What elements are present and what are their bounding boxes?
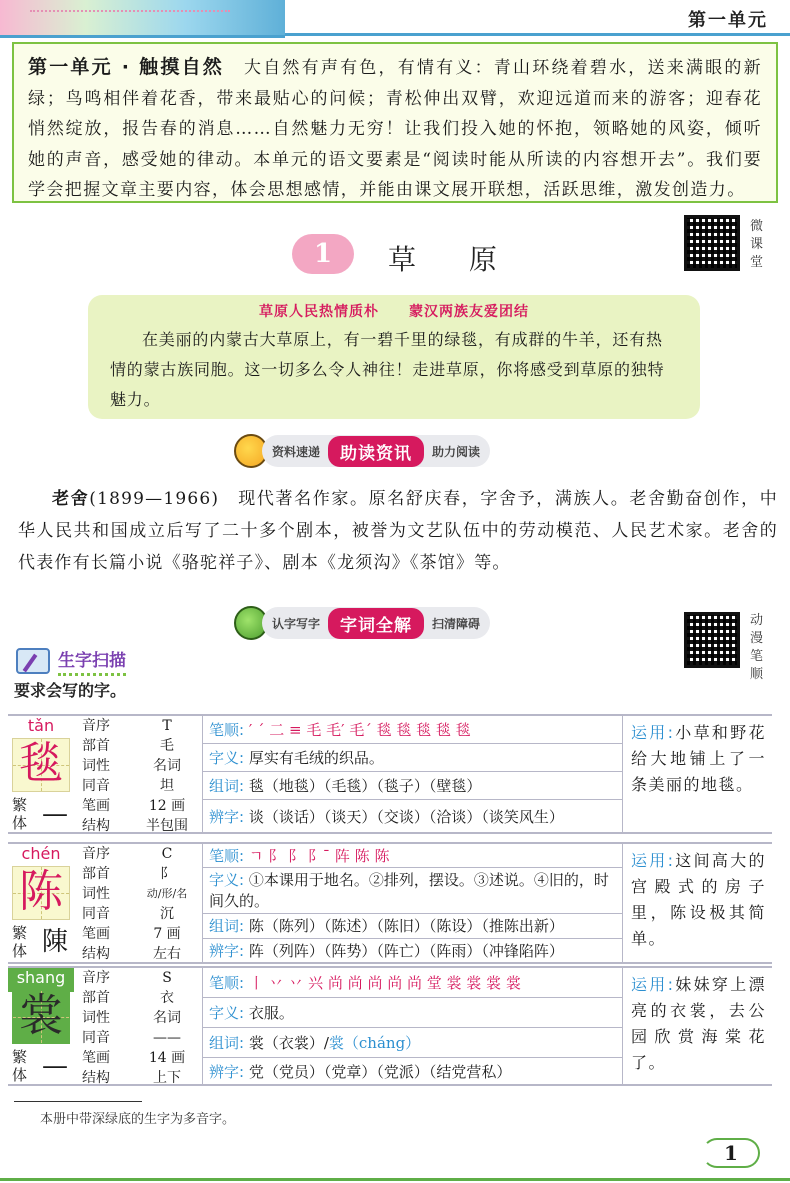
qr-code-icon[interactable] xyxy=(684,215,740,271)
pen-scan-icon xyxy=(16,648,50,674)
meaning: 厚实有毛绒的织品。 xyxy=(248,749,384,767)
polyphone-reading: 裳（cháng） xyxy=(328,1034,421,1052)
unit-intro-body: 大自然有声有色，有情有义：青山环绕着碧水，送来满眼的新绿；鸟鸣相伴着花香，带来最贴心的问候；青松伸出双臂，欢迎远道而来的游客；迎春花悄然绽放，报告春的消息……自然魅力无穷！让我们投入她的怀抱，领略她的风姿，倾听她的声音，感受她的律动。本单元的语文要素是“阅读时能从所读的内容想开去”。我们要学会把握文章主要内容，体会思想感情，并能由课文展开联想，活跃思维，激发创造力。 xyxy=(28,58,762,200)
section-title: 生字扫描 xyxy=(58,646,126,676)
radical-label: 部首 xyxy=(82,990,110,1006)
homophone-label: 同音 xyxy=(82,906,110,922)
homophone-label: 同音 xyxy=(82,778,110,794)
similar-chars: 谈（谈话）（谈天）（交谈）（洽谈）（谈笑风生） xyxy=(248,808,564,826)
radical-label: 部首 xyxy=(82,866,110,882)
section-heading xyxy=(16,646,126,676)
fanti-label: 繁体 xyxy=(12,924,28,960)
fanti-label: 繁体 xyxy=(12,1048,28,1084)
char-glyph: 裳 xyxy=(19,990,63,1041)
unit-intro-box xyxy=(12,42,778,203)
reading-info-banner xyxy=(234,434,490,468)
footnote-rule xyxy=(14,1101,142,1102)
summary-text: 在美丽的内蒙古大草原上，有一碧千里的绿毯，有成群的牛羊，还有热情的蒙古族同胞。这一切多么令人神往！走进草原，你将感受到草原的独特魅力。 xyxy=(110,330,665,409)
order-label: 音序 xyxy=(82,718,110,734)
order-label: 音序 xyxy=(82,846,110,862)
structure-value: 半包围 xyxy=(146,818,188,834)
lesson-number: 1 xyxy=(292,234,354,274)
section-subtitle: 要求会写的字。 xyxy=(14,681,127,700)
strokes-value: 14 画 xyxy=(148,1050,186,1066)
qr-code-icon[interactable] xyxy=(684,612,740,668)
order-value: T xyxy=(162,718,172,734)
order-value: C xyxy=(161,846,173,862)
char-pinyin: chén xyxy=(21,844,61,863)
radical-value: 毛 xyxy=(160,738,174,754)
strokes-label: 笔画 xyxy=(82,1050,110,1066)
fanti-value: 陳 xyxy=(41,927,68,957)
pos-value: 名词 xyxy=(153,1010,181,1026)
header-banner-image xyxy=(0,0,285,38)
structure-label: 结构 xyxy=(82,818,110,834)
bishun-label: 笔顺: xyxy=(209,721,245,739)
ziyi-label: 字义: xyxy=(209,1004,245,1022)
bishun-label: 笔顺: xyxy=(209,847,245,865)
lesson-title: 草 原 xyxy=(388,243,519,276)
lesson-summary-box xyxy=(88,295,700,419)
usage-label: 运用: xyxy=(631,975,675,994)
meaning: 衣服。 xyxy=(248,1004,294,1022)
stroke-order: ㄱ 阝 阝 阝ˉ 阵 陈 陈 xyxy=(248,847,390,865)
homophone-value: —— xyxy=(153,1030,181,1046)
homophone-value: 坦 xyxy=(160,778,174,794)
banner1-left-label: 资料速递 xyxy=(272,444,321,459)
bianzi-label: 辨字: xyxy=(209,808,245,826)
author-name: 老舍 xyxy=(52,489,90,509)
radical-label: 部首 xyxy=(82,738,110,754)
unit-label: 第一单元 xyxy=(688,10,768,31)
char-pinyin: shang xyxy=(8,968,74,992)
pos-label: 词性 xyxy=(82,758,110,774)
banner1-right-label: 助力阅读 xyxy=(432,444,481,459)
zuci-label: 组词: xyxy=(209,1034,245,1052)
bianzi-label: 辨字: xyxy=(209,1063,245,1081)
author-bio-text: (1899—1966) 现代著名作家。原名舒庆春，字舍予，满族人。老舍勤奋创作，中华人民共和国成立后写了二十多个剧本，被誉为文艺队伍中的劳动模范、人民艺术家。老舍的代表作有长篇小说《骆驼祥子》、剧本《龙须沟》《茶馆》等。 xyxy=(18,489,778,573)
bianzi-label: 辨字: xyxy=(209,942,245,960)
similar-chars: 阵（列阵）（阵势）（阵亡）（阵雨）（冲锋陷阵） xyxy=(248,942,564,960)
word-groups: 毯（地毯）（毛毯）（毯子）（壁毯） xyxy=(248,777,482,795)
order-value: S xyxy=(162,970,172,986)
page-number: 1 xyxy=(702,1138,760,1168)
char-glyph: 陈 xyxy=(19,866,63,917)
usage-label: 运用: xyxy=(631,723,675,742)
fanti-label: 繁体 xyxy=(12,796,28,832)
stroke-order: ′ ˊ 二 ≡ 毛 毛′ 毛ˊ 毯 毯 毯 毯 毯 xyxy=(248,721,471,739)
word-groups: 裳（衣裳）/ xyxy=(248,1034,329,1052)
strokes-value: 12 画 xyxy=(148,798,186,814)
radical-value: 衣 xyxy=(160,990,174,1006)
header-rule xyxy=(285,33,790,36)
ziyi-label: 字义: xyxy=(209,749,245,767)
structure-value: 上下 xyxy=(153,1070,181,1086)
char-card xyxy=(8,842,772,964)
fanti-value: — xyxy=(42,799,68,829)
summary-heading: 草原人民热情质朴 蒙汉两族友爱团结 xyxy=(259,304,529,320)
structure-label: 结构 xyxy=(82,946,110,962)
homophone-label: 同音 xyxy=(82,1030,110,1046)
unit-intro-text xyxy=(28,52,762,206)
qr-label-micro-class: 微课堂 xyxy=(750,219,764,270)
char-glyph: 毯 xyxy=(19,738,63,789)
usage-box xyxy=(622,968,772,1084)
ziyi-label: 字义: xyxy=(209,871,245,889)
radical-value: 阝 xyxy=(160,866,174,882)
char-pinyin: tǎn xyxy=(27,716,55,735)
structure-value: 左右 xyxy=(153,946,181,962)
char-card xyxy=(8,714,772,834)
char-card xyxy=(8,966,772,1086)
homophone-value: 沉 xyxy=(160,906,174,922)
usage-sentence: 这间高大的宫殿式的房子里，陈设极其简单。 xyxy=(631,851,766,948)
similar-chars: 党（党员）（党章）（党派）（结党营私） xyxy=(248,1063,512,1081)
unit-intro-heading: 第一单元 · 触摸自然 xyxy=(28,56,224,78)
strokes-value: 7 画 xyxy=(153,926,181,942)
usage-sentence: 小草和野花给大地铺上了一条美丽的地毯。 xyxy=(631,723,766,794)
pos-value: 名词 xyxy=(153,758,181,774)
pos-label: 词性 xyxy=(82,1010,110,1026)
strokes-label: 笔画 xyxy=(82,926,110,942)
banner2-left-label: 认字写字 xyxy=(272,616,321,631)
banner2-title: 字词全解 xyxy=(328,608,424,639)
fanti-value: — xyxy=(42,1051,68,1081)
pos-label: 词性 xyxy=(82,886,110,902)
structure-label: 结构 xyxy=(82,1070,110,1086)
author-bio xyxy=(18,483,778,579)
vocabulary-banner xyxy=(234,606,490,640)
strokes-label: 笔画 xyxy=(82,798,110,814)
usage-sentence: 妹妹穿上漂亮的衣裳，去公园欣赏海棠花了。 xyxy=(631,975,766,1072)
usage-box xyxy=(622,844,772,962)
footer-rule xyxy=(0,1178,790,1181)
order-label: 音序 xyxy=(82,970,110,986)
pos-value: 动/形/名 xyxy=(146,887,188,900)
zuci-label: 组词: xyxy=(209,917,245,935)
bishun-label: 笔顺: xyxy=(209,974,245,992)
zuci-label: 组词: xyxy=(209,777,245,795)
meaning: ①本课用于地名。②排列，摆设。③述说。④旧的，时间久的。 xyxy=(209,871,609,910)
footnote: 本册中带深绿底的生字为多音字。 xyxy=(40,1112,236,1127)
word-groups: 陈（陈列）（陈述）（陈旧）（陈设）（推陈出新） xyxy=(248,917,564,935)
banner2-right-label: 扫清障碍 xyxy=(432,616,481,631)
banner1-title: 助读资讯 xyxy=(328,436,424,467)
usage-box xyxy=(622,716,772,832)
usage-label: 运用: xyxy=(631,851,675,870)
qr-label-animation-strokes: 动漫笔顺 xyxy=(750,613,764,682)
stroke-order: 丨 丷 丷 兴 尚 尚 尚 尚 尚 堂 裳 裳 裳 裳 xyxy=(248,974,521,992)
